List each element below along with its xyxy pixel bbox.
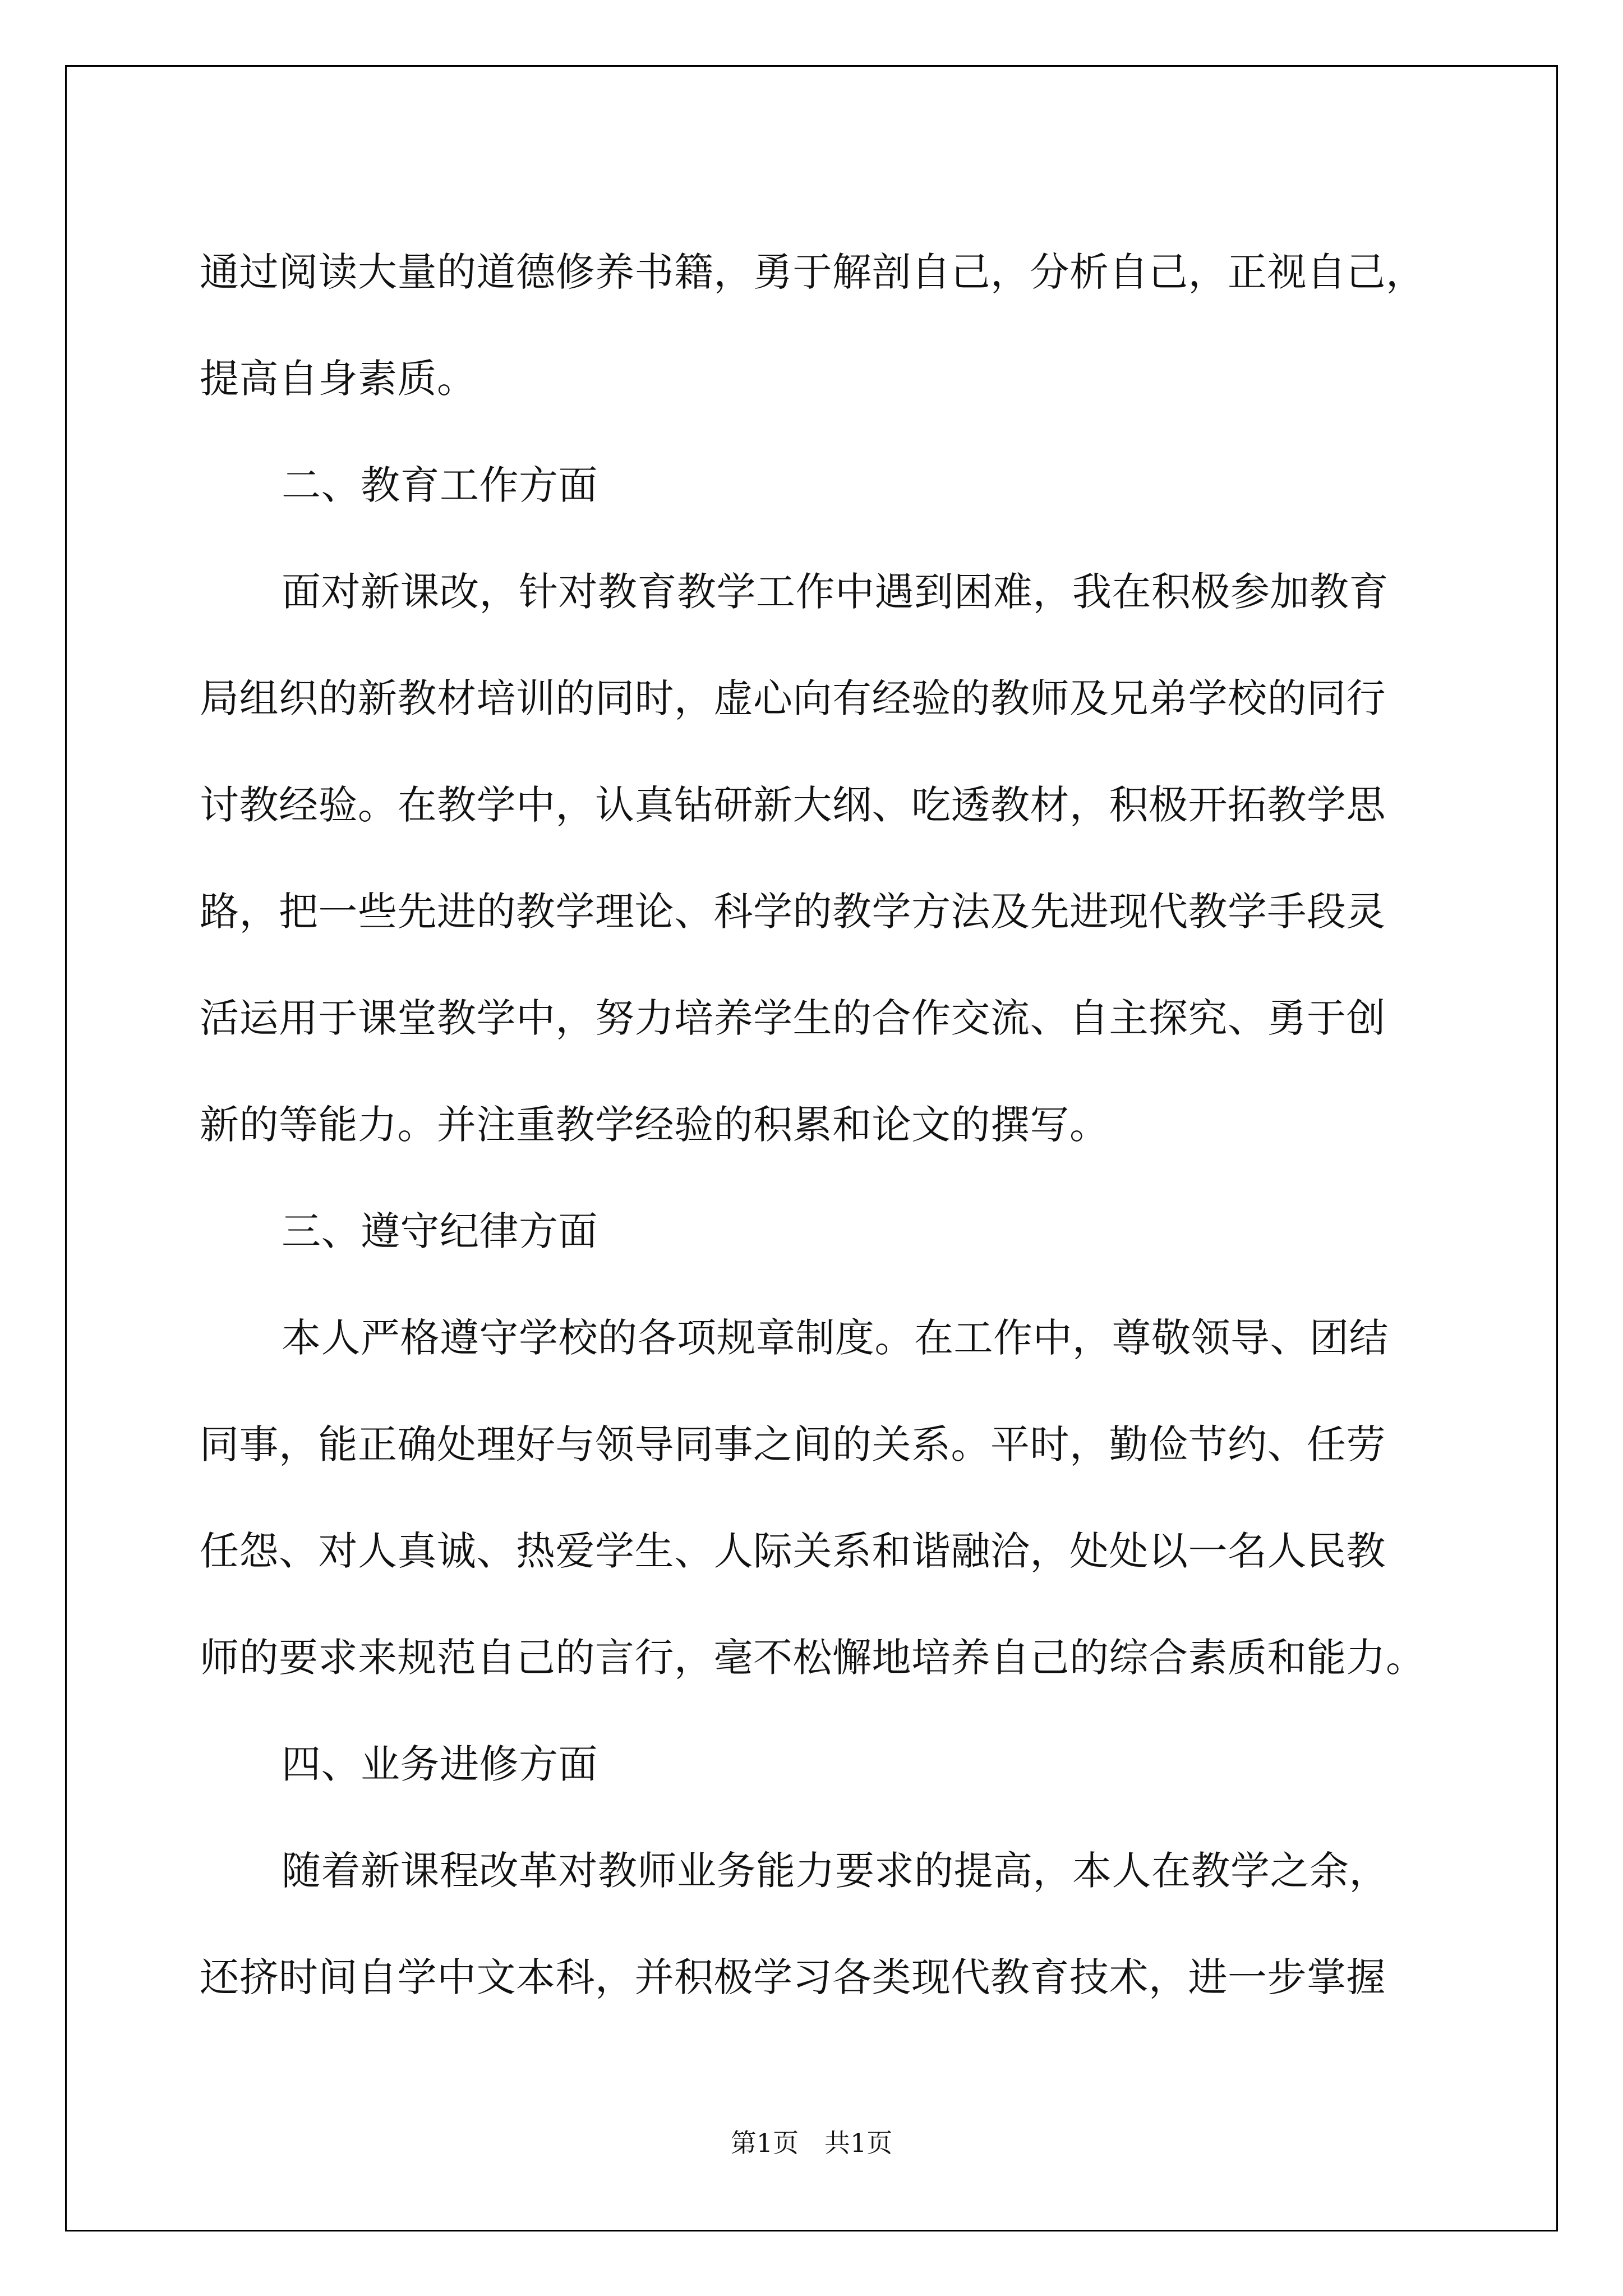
text-line: 师的要求来规范自己的言行，毫不松懈地培养自己的综合素质和能力。 <box>200 1635 1426 1681</box>
text-line: 讨教经验。在教学中，认真钻研新大纲、吃透教材，积极开拓教学思 <box>200 782 1386 828</box>
text-line: 任怨、对人真诚、热爱学生、人际关系和谐融洽，处处以一名人民教 <box>200 1528 1386 1574</box>
section-heading-professional-study: 四、业务进修方面 <box>282 1741 598 1787</box>
text-line: 同事，能正确处理好与领导同事之间的关系。平时，勤俭节约、任劳 <box>200 1421 1386 1467</box>
text-line: 局组织的新教材培训的同时，虚心向有经验的教师及兄弟学校的同行 <box>200 675 1386 721</box>
paragraph-start: 随着新课程改革对教师业务能力要求的提高，本人在教学之余， <box>282 1848 1389 1894</box>
document-body <box>200 219 1426 2031</box>
text-line: 新的等能力。并注重教学经验的积累和论文的撰写。 <box>200 1102 1109 1148</box>
section-heading-discipline: 三、遵守纪律方面 <box>282 1208 598 1254</box>
text-line: 路，把一些先进的教学理论、科学的教学方法及先进现代教学手段灵 <box>200 889 1386 935</box>
text-line: 提高自身素质。 <box>200 356 477 402</box>
paragraph-start: 面对新课改，针对教育教学工作中遇到困难，我在积极参加教育 <box>282 569 1389 615</box>
text-line: 还挤时间自学中文本科，并积极学习各类现代教育技术，进一步掌握 <box>200 1954 1386 2000</box>
text-line: 活运用于课堂教学中，努力培养学生的合作交流、自主探究、勇于创 <box>200 995 1386 1041</box>
text-line: 通过阅读大量的道德修养书籍，勇于解剖自己，分析自己，正视自己， <box>200 249 1426 295</box>
page-number-footer: 第1页 共1页 <box>730 2128 893 2158</box>
section-heading-education: 二、教育工作方面 <box>282 462 598 508</box>
paragraph-start: 本人严格遵守学校的各项规章制度。在工作中，尊敬领导、团结 <box>282 1315 1389 1361</box>
